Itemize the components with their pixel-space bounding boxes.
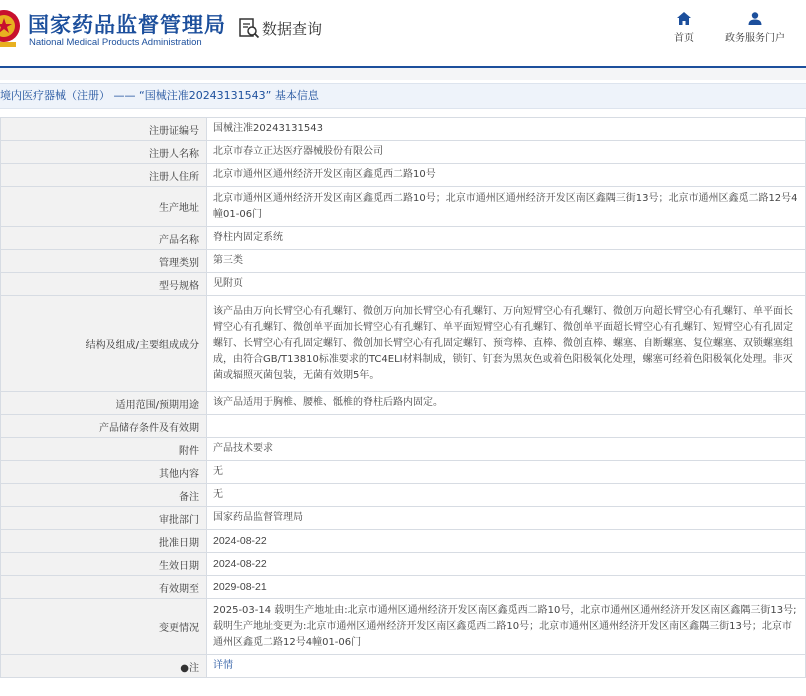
table-row <box>1 296 806 392</box>
field-label: 注册人名称 <box>1 141 207 164</box>
data-query-link[interactable] <box>238 17 322 39</box>
table-row <box>1 655 806 678</box>
document-search-icon <box>238 17 260 39</box>
field-label: 生效日期 <box>1 553 207 576</box>
field-label: 审批部门 <box>1 507 207 530</box>
field-value: 2025-03-14 载明生产地址由:北京市通州区通州经济开发区南区鑫觅西二路10号，北京市通州区通州经济开发区南区鑫隅三街13号;载明生产地址变更为:北京市通州区通州经济开发区南区鑫觅西二路10号；北京市通州区通州经济开发区南区鑫隅三街13号；北京市通州区鑫觅二路12号4幢01-06门 <box>207 599 806 655</box>
field-value: 该产品由万向长臂空心有孔螺钉、微创万向加长臂空心有孔螺钉、万向短臂空心有孔螺钉、微创万向超长臂空心有孔螺钉、单平面长臂空心有孔螺钉、微创单平面加长臂空心有孔螺钉、单平面短臂空心有孔螺钉、微创单平面超长臂空心有孔螺钉、短臂空心有孔固定螺钉、长臂空心有孔固定螺钉、微创加长臂空心有孔固定螺钉、预弯棒、直棒、微创直棒、螺塞、自断螺塞、复位螺塞、双锁螺塞组成，由符合GB/T13810标准要求的TC4ELI材料制成，锁钉、钉套为黑灰色或着色阳极氧化处理，螺塞可经着色阳极氧化处理。非灭菌或辐照灭菌包装，无菌有效期5年。 <box>207 296 806 392</box>
field-label: 型号规格 <box>1 273 207 296</box>
field-label: 注册人住所 <box>1 164 207 187</box>
site-header <box>0 0 806 66</box>
table-row <box>1 227 806 250</box>
national-emblem-icon <box>0 6 22 50</box>
details-link[interactable]: 详情 <box>213 660 233 671</box>
field-label: 管理类别 <box>1 250 207 273</box>
field-value: 见附页 <box>207 273 806 296</box>
field-label: 有效期至 <box>1 576 207 599</box>
field-value: 无 <box>207 461 806 484</box>
breadcrumb: 境内医疗器械（注册） —— “国械注准20243131543” 基本信息 <box>0 83 806 109</box>
field-value: 产品技术要求 <box>207 438 806 461</box>
field-value: 北京市通州区通州经济开发区南区鑫觅西二路10号；北京市通州区通州经济开发区南区鑫隅三街13号；北京市通州区鑫觅二路12号4幢01-06门 <box>207 187 806 227</box>
field-value: 第三类 <box>207 250 806 273</box>
table-row <box>1 553 806 576</box>
field-value: 脊柱内固定系统 <box>207 227 806 250</box>
data-query-label: 数据查询 <box>262 19 323 38</box>
user-icon <box>748 12 762 25</box>
site-title-en[interactable]: National Medical Products Administration <box>29 37 202 48</box>
nav-home-label: 首页 <box>674 33 694 44</box>
table-row <box>1 118 806 141</box>
field-label: 注册证编号 <box>1 118 207 141</box>
table-row <box>1 250 806 273</box>
field-value <box>207 655 806 678</box>
field-label: 结构及组成/主要组成成分 <box>1 296 207 392</box>
table-row <box>1 599 806 655</box>
table-row <box>1 576 806 599</box>
field-value: 北京市通州区通州经济开发区南区鑫觅西二路10号 <box>207 164 806 187</box>
field-label: 变更情况 <box>1 599 207 655</box>
field-value: 该产品适用于胸椎、腰椎、骶椎的脊柱后路内固定。 <box>207 392 806 415</box>
field-label: 附件 <box>1 438 207 461</box>
table-row <box>1 141 806 164</box>
nav-portal-label: 政务服务门户 <box>725 33 785 44</box>
nav-service-portal[interactable] <box>724 12 786 44</box>
field-value: 国械注准20243131543 <box>207 118 806 141</box>
field-label: 适用范围/预期用途 <box>1 392 207 415</box>
field-value: 国家药品监督管理局 <box>207 507 806 530</box>
field-label: 生产地址 <box>1 187 207 227</box>
header-strip <box>0 68 806 80</box>
field-label: 其他内容 <box>1 461 207 484</box>
field-label: 产品储存条件及有效期 <box>1 415 207 438</box>
table-row <box>1 273 806 296</box>
field-label: 产品名称 <box>1 227 207 250</box>
field-value <box>207 415 806 438</box>
site-title[interactable]: 国家药品监督管理局 <box>28 13 226 37</box>
field-label: 批准日期 <box>1 530 207 553</box>
field-value: 2024-08-22 <box>207 530 806 553</box>
field-value: 2029-08-21 <box>207 576 806 599</box>
table-row <box>1 392 806 415</box>
field-value: 2024-08-22 <box>207 553 806 576</box>
table-row <box>1 187 806 227</box>
table-row <box>1 461 806 484</box>
table-row <box>1 438 806 461</box>
field-label: ●注 <box>1 655 207 678</box>
field-label: 备注 <box>1 484 207 507</box>
nav-home[interactable] <box>672 12 696 44</box>
table-row <box>1 530 806 553</box>
home-icon <box>677 12 691 25</box>
field-value: 北京市春立正达医疗器械股份有限公司 <box>207 141 806 164</box>
table-row <box>1 164 806 187</box>
table-row <box>1 507 806 530</box>
table-row <box>1 415 806 438</box>
registration-info-table <box>0 117 806 678</box>
field-value: 无 <box>207 484 806 507</box>
table-row <box>1 484 806 507</box>
